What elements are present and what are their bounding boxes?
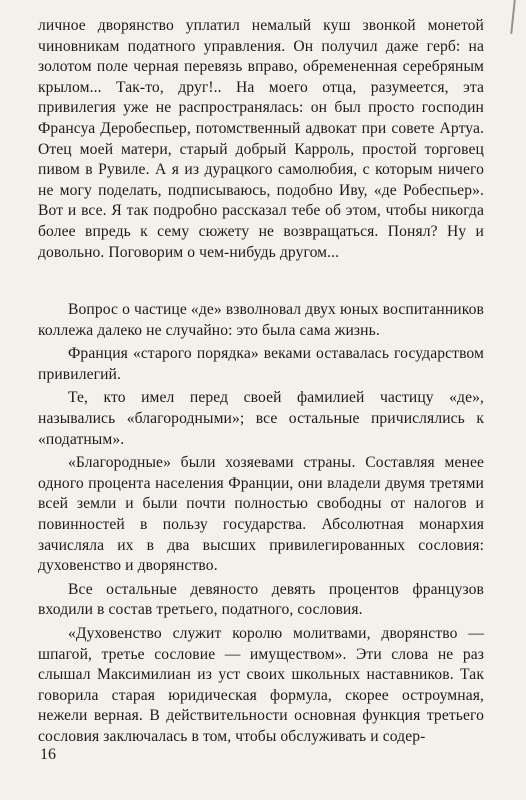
- paragraph: Вопрос о частице «де» взволновал двух юных воспитанников коллежа далеко не случайно: это была сама жизнь.: [38, 301, 484, 339]
- top-paragraph: личное дворянство уплатил немалый куш звонкой монетой чиновникам податного управления. Он получил даже герб: на золотом поле черная перевязь вправо, обремененная серебряным крылом... Так-то, друг!.. На моего отца, разумеется, эта привилегия уже не распространялась: он был просто господин Франсуа Деробеспьер, потомственный адвокат при совете Артуа. Отец моей матери, старый добрый Карроль, простой торговец пивом в Рувиле. А я из дурацкого самолюбия, с которым ничего не могу поделать, подписываюсь, подобно Иву, «де Робеспьер». Вот и все. Я так подробно рассказал тебе об этом, чтобы никогда более впредь к сему сюжету не возвращаться. Понял? Ну и довольно. Поговорим о чем-нибудь другом...: [38, 17, 484, 261]
- paragraph: «Духовенство служит королю молитвами, дворянство — шпагой, третье сословие — имуществом». Эти слова не раз слышал Максимилиан из уст своих школьных наставников. Так говорила старая юридическая формула, скорее остроумная, нежели верная. В действительности основная функция третьего сословия заключалась в том, чтобы обслуживать и содер-: [38, 624, 484, 745]
- paragraph: Все остальные девяносто девять процентов французов входили в состав третьего, податного, сословия.: [38, 580, 484, 619]
- paragraph: Франция «старого порядка» веками оставалась государством привилегий.: [38, 345, 484, 383]
- narrative-section: [38, 300, 484, 750]
- paragraph: Те, кто имел перед своей фамилией частицу «де», назывались «благородными»; все остальные причислялись к «податным».: [38, 389, 484, 448]
- dialogue-continuation: [38, 16, 484, 263]
- margin-pencil-mark: [510, 0, 516, 34]
- page-number: 16: [40, 746, 56, 763]
- paragraph: «Благородные» были хозяевами страны. Составляя менее одного процента населения Франции, они владели двумя третями всей земли и были почти полностью свободны от налогов и повинностей в пользу государства. Абсолютная монархия зачисляла их в два высших привилегированных сословия: духовенство и дворянство.: [38, 454, 484, 575]
